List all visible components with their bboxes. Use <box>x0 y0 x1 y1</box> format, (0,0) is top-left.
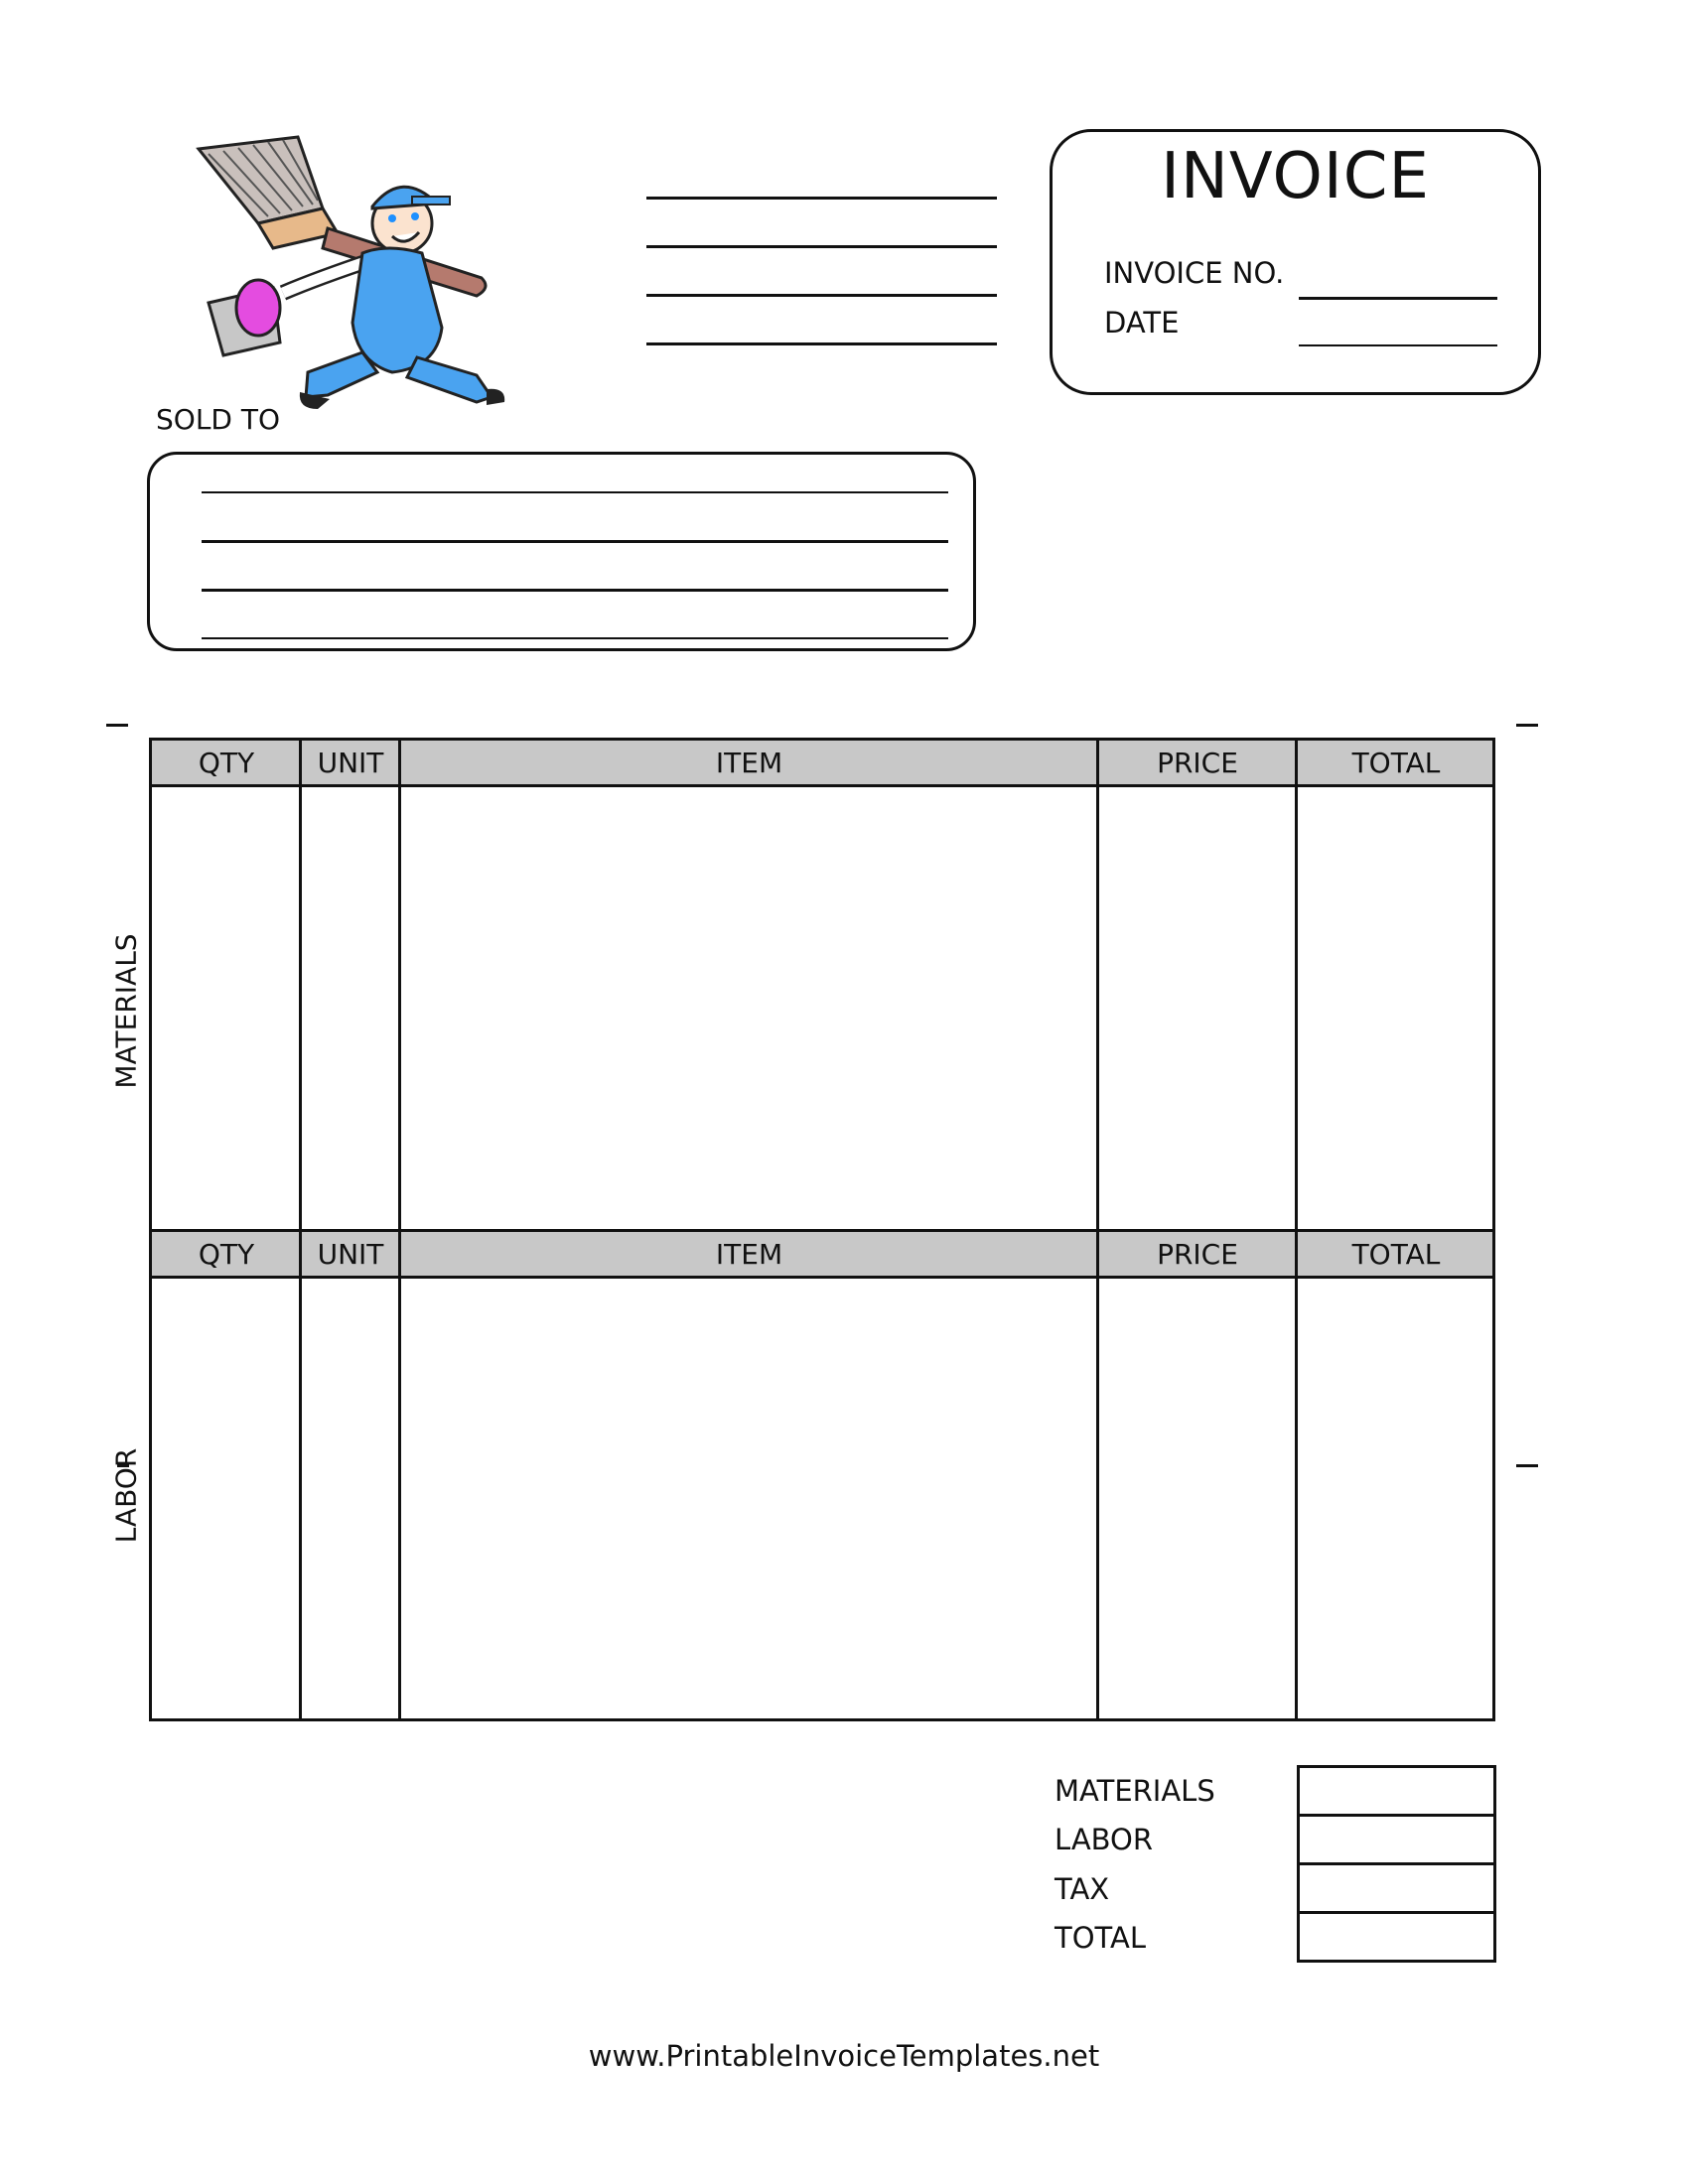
invoice-info-box <box>1050 129 1541 395</box>
tax-field[interactable] <box>1297 1862 1496 1914</box>
labor-col-qty: QTY <box>198 1237 255 1271</box>
footer-website[interactable]: www.PrintableInvoiceTemplates.net <box>588 2039 1100 2073</box>
materials-col-unit: UNIT <box>317 746 384 779</box>
right-fold-mark-top <box>1516 724 1538 727</box>
labor-rows-area[interactable] <box>152 1279 1492 1718</box>
company-address-line-1[interactable] <box>646 197 997 200</box>
labor-total-field[interactable] <box>1297 1814 1496 1865</box>
materials-header-row <box>152 738 1492 787</box>
labor-col-price: PRICE <box>1157 1237 1238 1271</box>
right-fold-mark-bottom <box>1516 1464 1538 1467</box>
grand-total-field[interactable] <box>1297 1911 1496 1963</box>
sold-to-line-4[interactable] <box>202 637 948 639</box>
company-address-line-4[interactable] <box>646 342 997 345</box>
materials-col-item: ITEM <box>715 746 783 779</box>
tax-label: TAX <box>1055 1872 1110 1906</box>
sold-to-line-1[interactable] <box>202 491 948 493</box>
materials-col-total: TOTAL <box>1351 746 1441 779</box>
labor-header-row <box>152 1229 1492 1279</box>
sold-to-line-2[interactable] <box>202 540 948 543</box>
sold-to-box <box>147 452 976 651</box>
painter-logo <box>189 129 516 417</box>
labor-section-label: LABOR <box>109 1447 143 1544</box>
materials-total-field[interactable] <box>1297 1765 1496 1817</box>
labor-col-item: ITEM <box>715 1237 783 1271</box>
materials-col-qty: QTY <box>198 746 255 779</box>
labor-col-total: TOTAL <box>1351 1237 1441 1271</box>
date-field[interactable] <box>1299 344 1497 346</box>
materials-rows-area[interactable] <box>152 787 1492 1229</box>
sold-to-line-3[interactable] <box>202 589 948 592</box>
items-table <box>149 738 1495 1721</box>
sold-to-label: SOLD TO <box>156 403 281 436</box>
materials-section-label: MATERIALS <box>109 933 143 1089</box>
company-address-line-3[interactable] <box>646 294 997 297</box>
company-address-line-2[interactable] <box>646 245 997 248</box>
labor-total-label: LABOR <box>1055 1823 1154 1856</box>
grand-total-label: TOTAL <box>1055 1921 1146 1955</box>
materials-total-label: MATERIALS <box>1055 1774 1215 1808</box>
labor-col-unit: UNIT <box>317 1237 384 1271</box>
invoice-number-label: INVOICE NO. <box>1104 256 1285 290</box>
materials-col-price: PRICE <box>1157 746 1238 779</box>
date-label: DATE <box>1104 306 1180 340</box>
left-fold-mark <box>106 724 128 727</box>
invoice-title: INVOICE <box>1161 140 1430 213</box>
invoice-number-field[interactable] <box>1299 297 1497 300</box>
